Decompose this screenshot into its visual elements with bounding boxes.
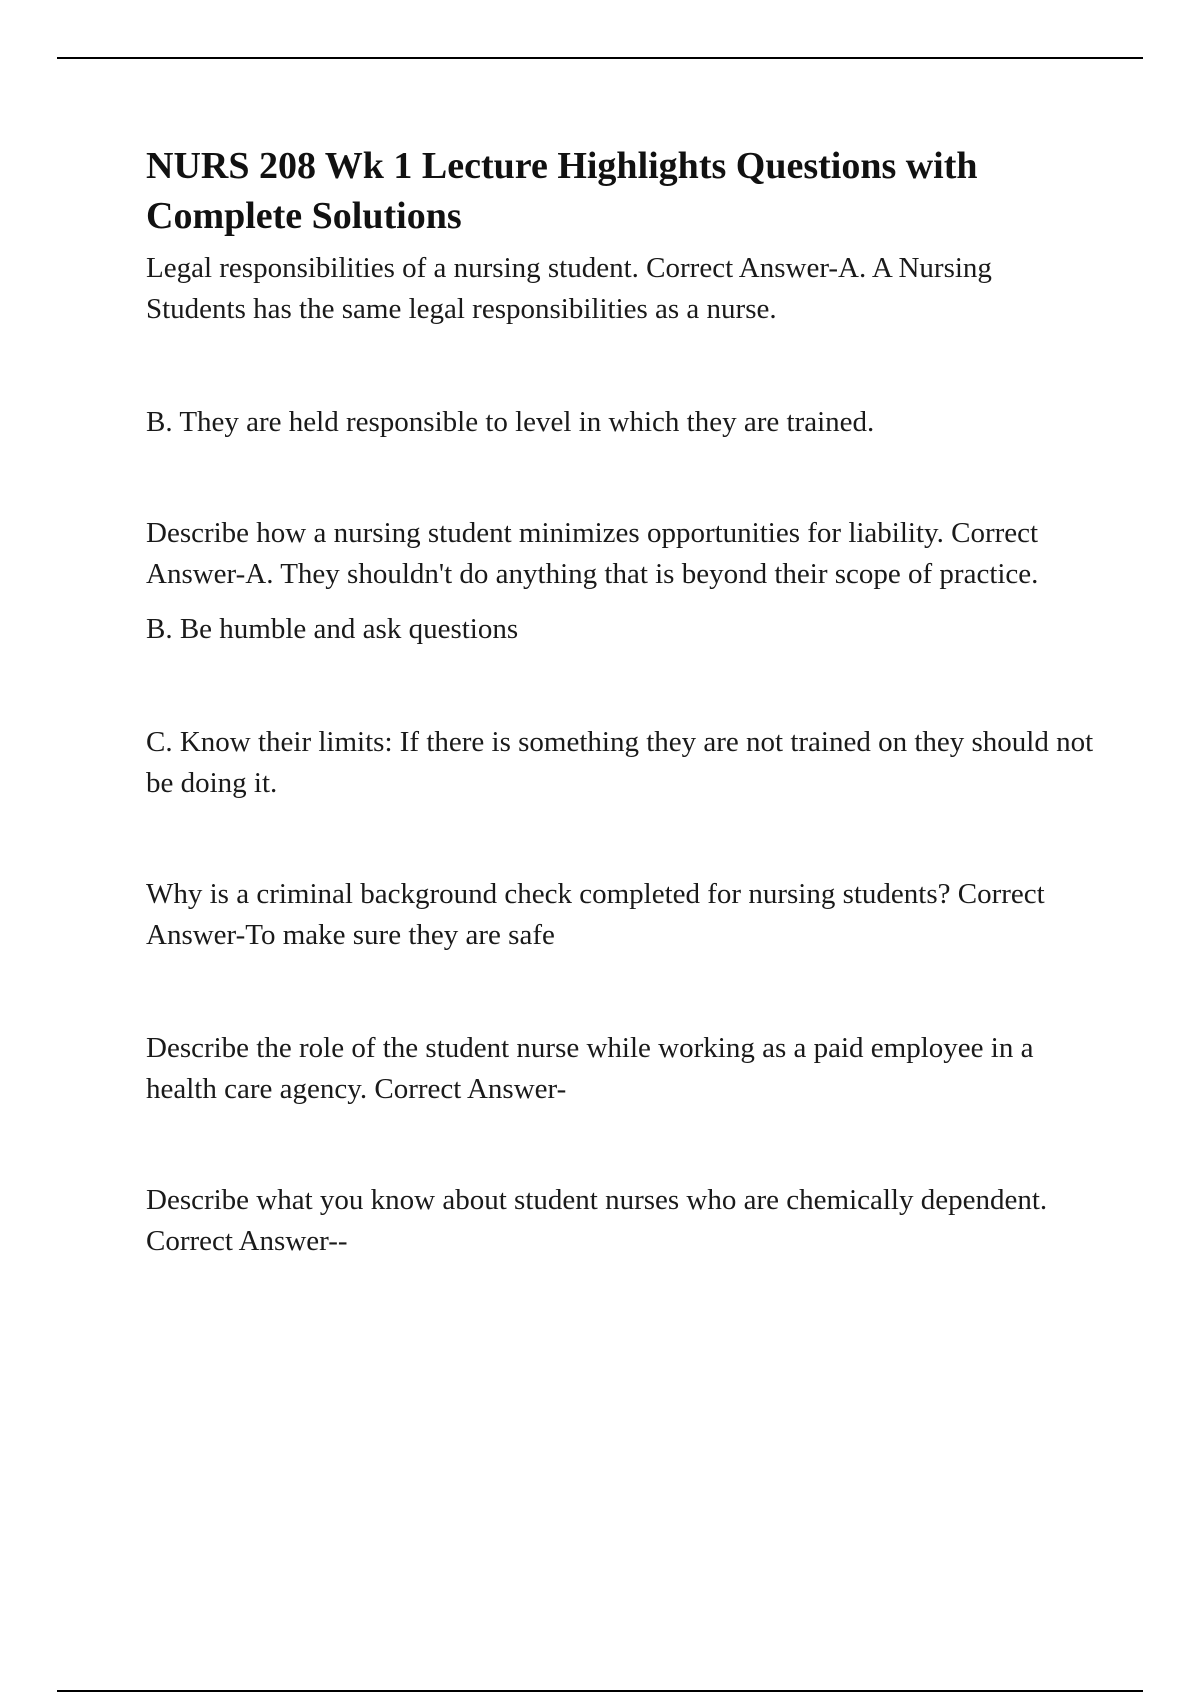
paragraph-paid-employee-role: Describe the role of the student nurse while working as a paid employee in a health care agency. Correct Answer- — [146, 1032, 1034, 1105]
paragraph-answer-c-limits: C. Know their limits: If there is something they are not trained on they should not be doing it. — [146, 726, 1094, 799]
paragraph-legal-responsibilities: Legal responsibilities of a nursing student. Correct Answer-A. A Nursing Students has the same legal responsibilities as a nurse. — [146, 252, 992, 325]
bottom-rule — [57, 1690, 1143, 1692]
paragraph-minimize-liability: Describe how a nursing student minimizes opportunities for liability. Correct Answer-A. They shouldn't do anything that is beyond their scope of practice. — [146, 517, 1039, 590]
document-title: NURS 208 Wk 1 Lecture Highlights Questions with Complete Solutions — [146, 145, 978, 237]
paragraph-answer-b-trained: B. They are held responsible to level in which they are trained. — [146, 406, 875, 438]
paragraph-background-check: Why is a criminal background check completed for nursing students? Correct Answer-To make sure they are safe — [146, 878, 1045, 951]
paragraph-answer-b-humble: B. Be humble and ask questions — [146, 613, 519, 645]
document-body — [146, 141, 1096, 1262]
paragraph-chemically-dependent: Describe what you know about student nurses who are chemically dependent. Correct Answer-- — [146, 1184, 1048, 1257]
top-rule — [57, 57, 1143, 59]
